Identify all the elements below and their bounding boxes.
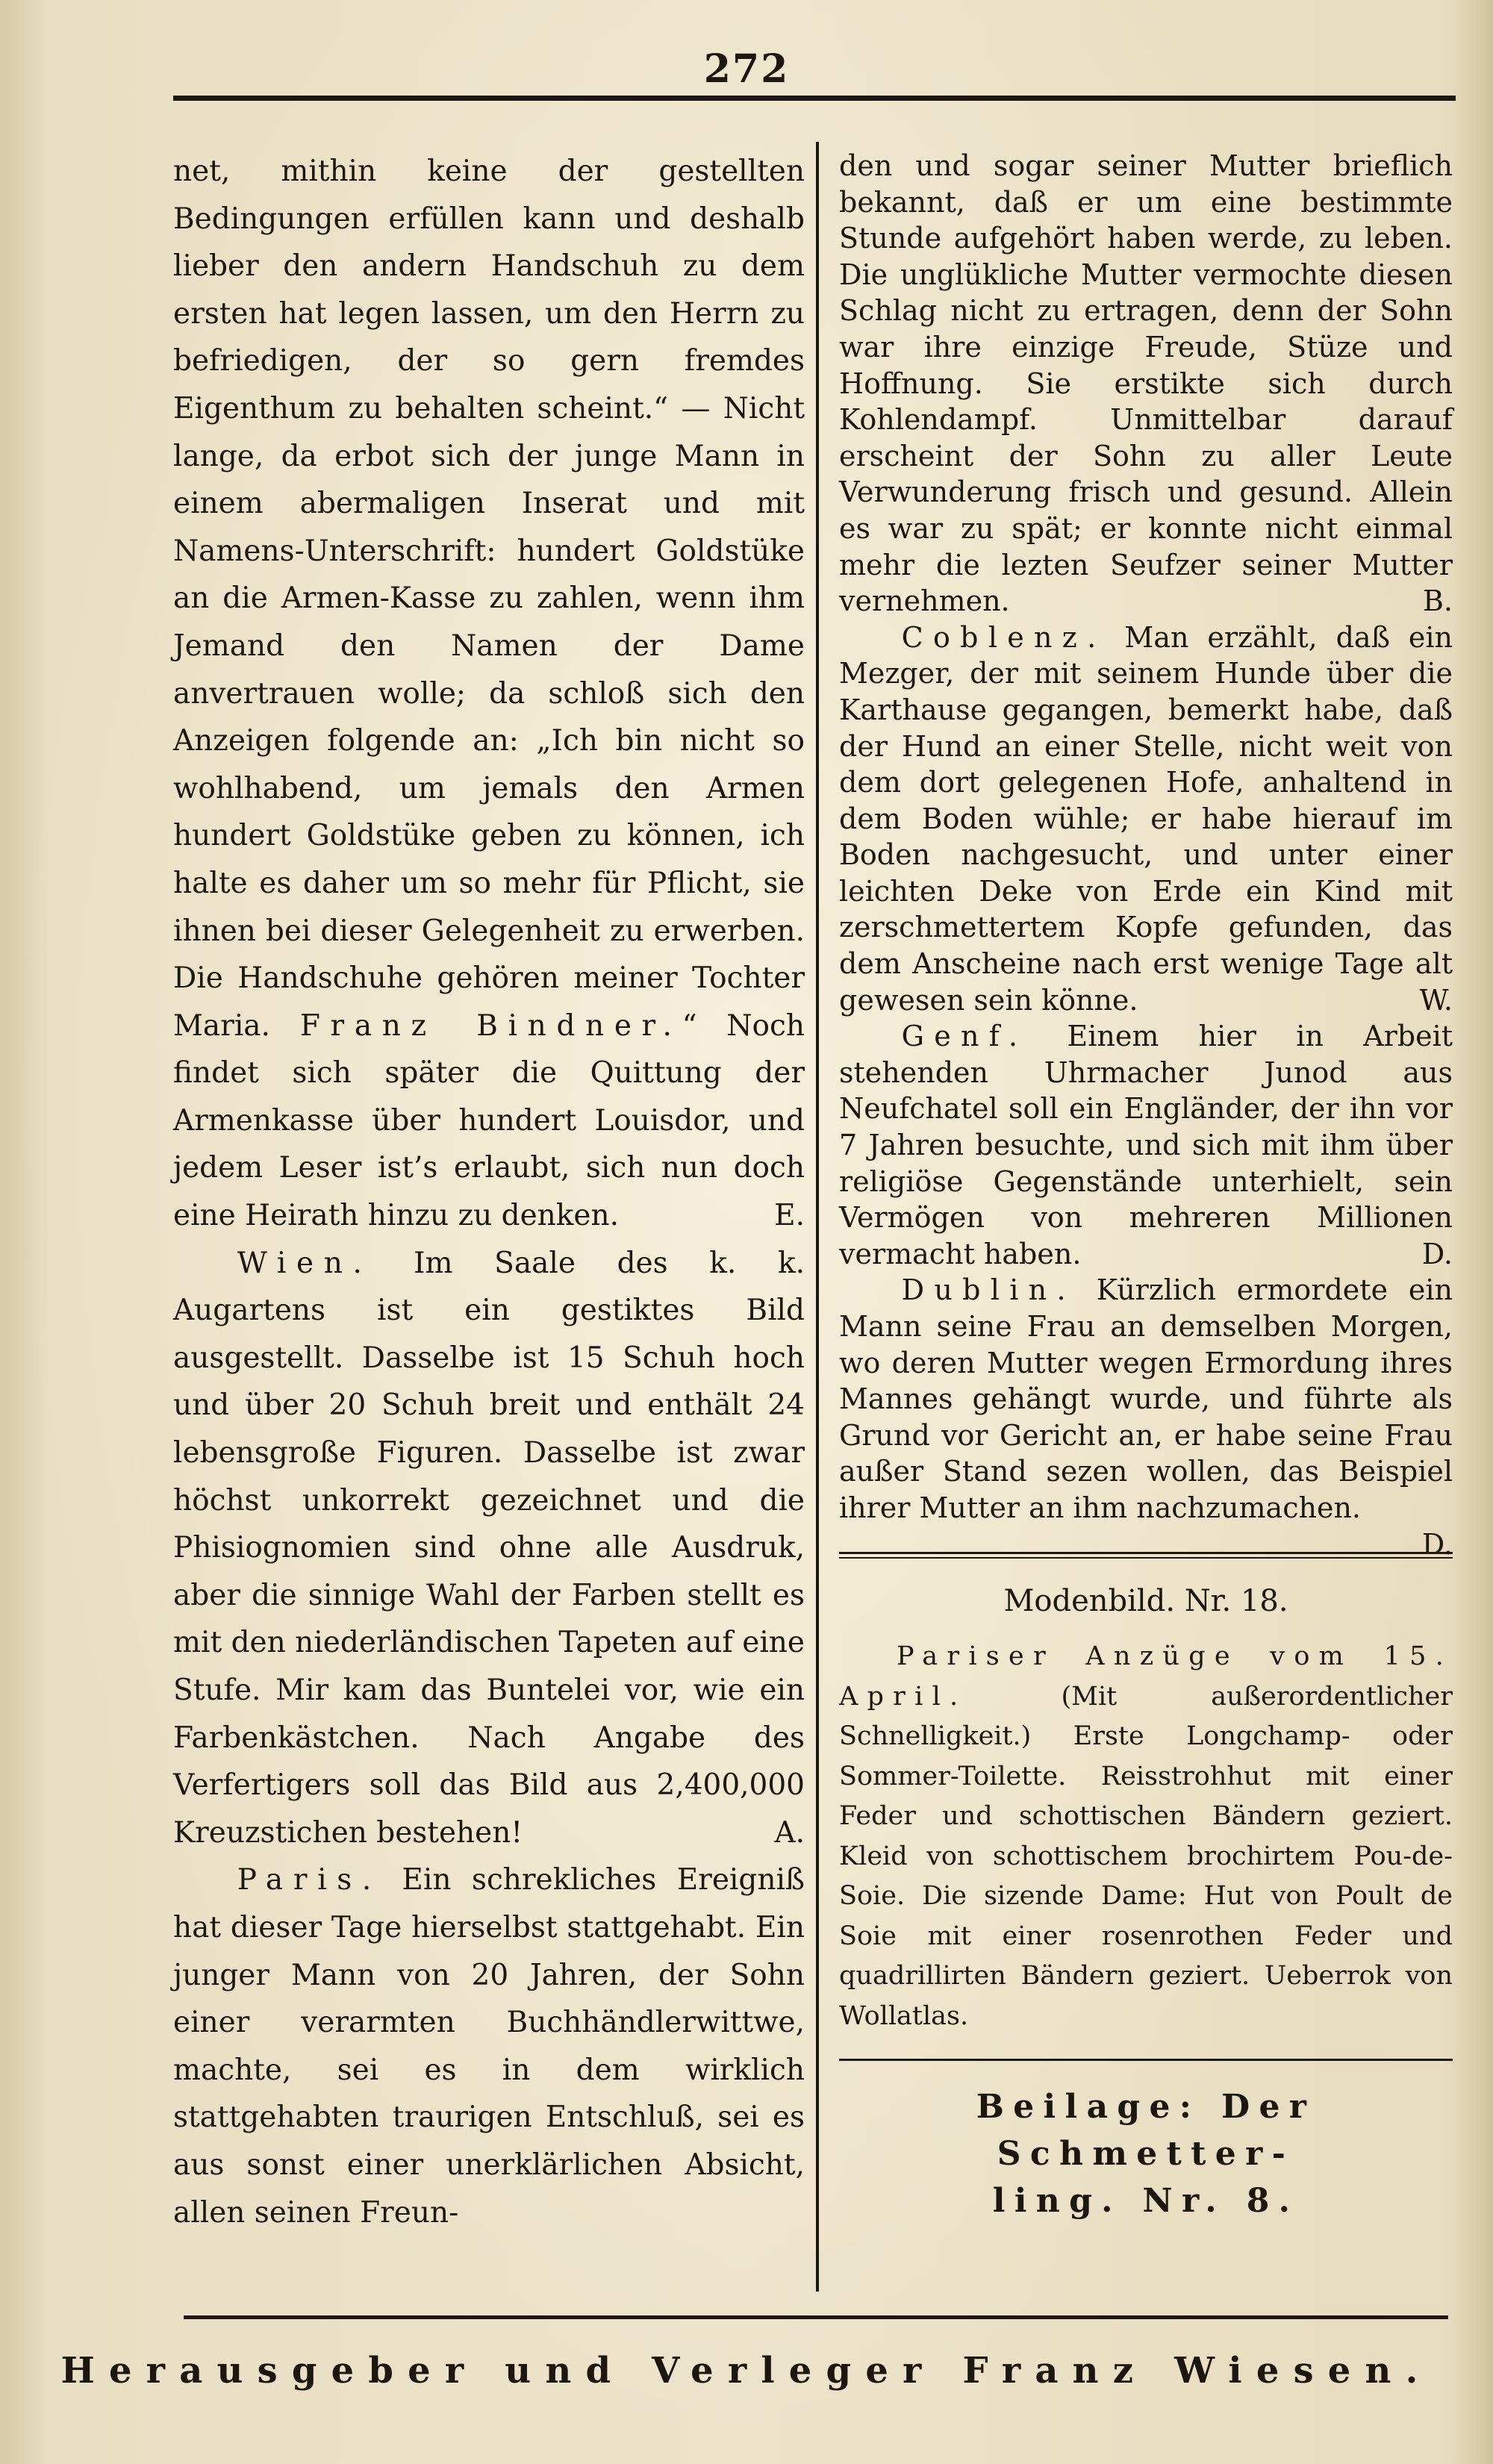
publisher-line: Herausgeber und Verleger Franz Wiesen. (60, 2350, 1433, 2392)
article-text-end: “ Noch findet sich später die Quittung der Armenkasse über hundert Louisdor, und jedem Leser ist’s erlaubt, sich nun doch eine Heirath hinzu zu denken. (173, 1008, 805, 1233)
news-item-dublin (839, 1272, 1453, 1561)
fashion-text: Erste Longchamp- oder Sommer-Toilette. Reisstrohhut mit einer Feder und schottischen Bändern geziert. Kleid von schottischem brochirtem Pou-de-Soie. Die sizende Dame: Hut von Poult de Soie mit einer rosenrothen Feder und quadrillirten Bändern geziert. Ueberrok von Wollatlas. (839, 1721, 1453, 2031)
news-text: Man erzählt, daß ein Mezger, der mit seinem Hunde über die Karthause gegangen, bemerkt habe, daß der Hund an einer Stelle, nicht weit von dem dort gelegenen Hofe, anhaltend in dem Boden wühle; er habe hierauf im Boden nachgesucht, und unter einer leichten Deke von Erde ein Kind mit zerschmettertem Kopfe gefunden, das dem Anscheine nach erst wenige Tage alt gewesen sein könne. (839, 620, 1453, 1017)
author-initial: A. (774, 1815, 805, 1850)
article-continuation (173, 148, 805, 1240)
news-text: Einem hier in Arbeit stehenden Uhrmacher Junod aus Neufchatel soll ein Engländer, der ihn vor 7 Jahren besuchte, und sich mit ihm über religiöse Gegenstände unterhielt, sein Vermögen von mehreren Millionen vermacht haben. (839, 1020, 1453, 1270)
news-item-paris (173, 1856, 805, 2236)
signature-name: Franz Bindner. (299, 1008, 682, 1043)
news-item-wien (173, 1240, 805, 1857)
news-text: Kürzlich ermordete ein Mann seine Frau an demselben Morgen, wo deren Mutter wegen Ermordung ihres Mannes gehängt wurde, und führte als Grund vor Gericht an, er habe seine Frau außer Stand sezen wollen, das Beispiel ihrer Mutter an ihm nachzumachen. (839, 1273, 1453, 1524)
fashion-description (839, 1637, 1453, 2036)
news-items (839, 148, 1453, 1561)
place-name: Dublin. (901, 1273, 1076, 1307)
fashion-section-title: Modenbild. Nr. 18. (1003, 1583, 1288, 1618)
footer-rule (184, 2315, 1448, 2319)
place-name: Paris. (237, 1863, 381, 1897)
page-number: 272 (703, 46, 790, 92)
place-name: Coblenz. (901, 620, 1106, 654)
right-column (839, 148, 1453, 2224)
news-item-coblenz (839, 620, 1453, 1019)
supplement-rule (839, 2059, 1453, 2061)
author-initial: B. (1422, 584, 1453, 618)
supplement-notice (839, 2083, 1453, 2224)
news-text: Im Saale des k. k. Augartens ist ein gestiktes Bild ausgestellt. Dasselbe ist 15 Schuh hoch und über 20 Schuh breit und enthält 24 lebensgroße Figuren. Dasselbe ist zwar höchst unkorrekt gezeichnet und die Phisiognomien sind ohne alle Ausdruk, aber die sinnige Wahl der Farben stellt es mit den niederländischen Tapeten auf eine Stufe. Mir kam das Buntelei vor, wie ein Farbenkästchen. Nach Angabe des Verfertigers soll das Bild aus 2,400,000 Kreuzstichen bestehen! (173, 1246, 805, 1850)
news-text: Ein schrekliches Ereigniß hat dieser Tage hierselbst stattgehabt. Ein junger Mann von 20 Jahren, der Sohn einer verarmten Buchhändlerwittwe, machte, sei es in dem wirklich stattgehabten traurigen Entschluß, sei es aus sonst einer unerklärlichen Absicht, allen seinen Freun- (173, 1863, 805, 2230)
news-item-paris-continued (839, 148, 1453, 620)
fashion-lead: Pariser Anzüge vom 15. April. (839, 1641, 1453, 1712)
left-column (173, 148, 805, 2236)
supplement-line: ling. Nr. 8. (992, 2182, 1300, 2221)
place-name: Genf. (901, 1020, 1028, 1053)
column-divider (816, 142, 819, 2292)
news-item-genf (839, 1018, 1453, 1272)
fashion-lead-note: (Mit außerordentlicher Schnelligkeit.) (839, 1681, 1453, 1752)
author-initial: E. (774, 1199, 805, 1233)
header-rule (173, 96, 1456, 101)
author-initial: W. (1419, 983, 1453, 1017)
news-text: den und sogar seiner Mutter brieflich bekannt, daß er um eine bestimmte Stunde aufgehört haben werde, zu leben. Die unglükliche Mutter vermochte diesen Schlag nicht zu ertragen, denn der Sohn war ihre einzige Freude, Stüze und Hoffnung. Sie erstikte sich durch Kohlendampf. Unmittelbar darauf erscheint der Sohn zu aller Leute Verwunderung frisch und gesund. Allein es war zu spät; er konnte nicht einmal mehr die lezten Seufzer seiner Mutter vernehmen. (839, 149, 1453, 618)
place-name: Wien. (237, 1246, 373, 1280)
author-initial: D. (1421, 1527, 1453, 1561)
supplement-line: Beilage: Der Schmetter- (976, 2088, 1316, 2174)
author-initial: D. (1421, 1237, 1453, 1270)
article-text: net, mithin keine der gestellten Bedingungen erfüllen kann und deshalb lieber den andern Handschuh zu dem ersten hat legen lassen, um den Herrn zu befriedigen, der so gern fremdes Eigenthum zu behalten scheint.“ — Nicht lange, da erbot sich der junge Mann in einem abermaligen Inserat und mit Namens-Unterschrift: hundert Goldstüke an die Armen-Kasse zu zahlen, wenn ihm Jemand den Namen der Dame anvertrauen wolle; da schloß sich den Anzeigen folgende an: „Ich bin nicht so wohlhabend, um jemals den Armen hundert Goldstüke geben zu können, ich halte es daher um so mehr für Pflicht, sie ihnen bei dieser Gelegenheit zu erwerben. Die Handschuhe gehören meiner Tochter Maria. (173, 155, 805, 1043)
